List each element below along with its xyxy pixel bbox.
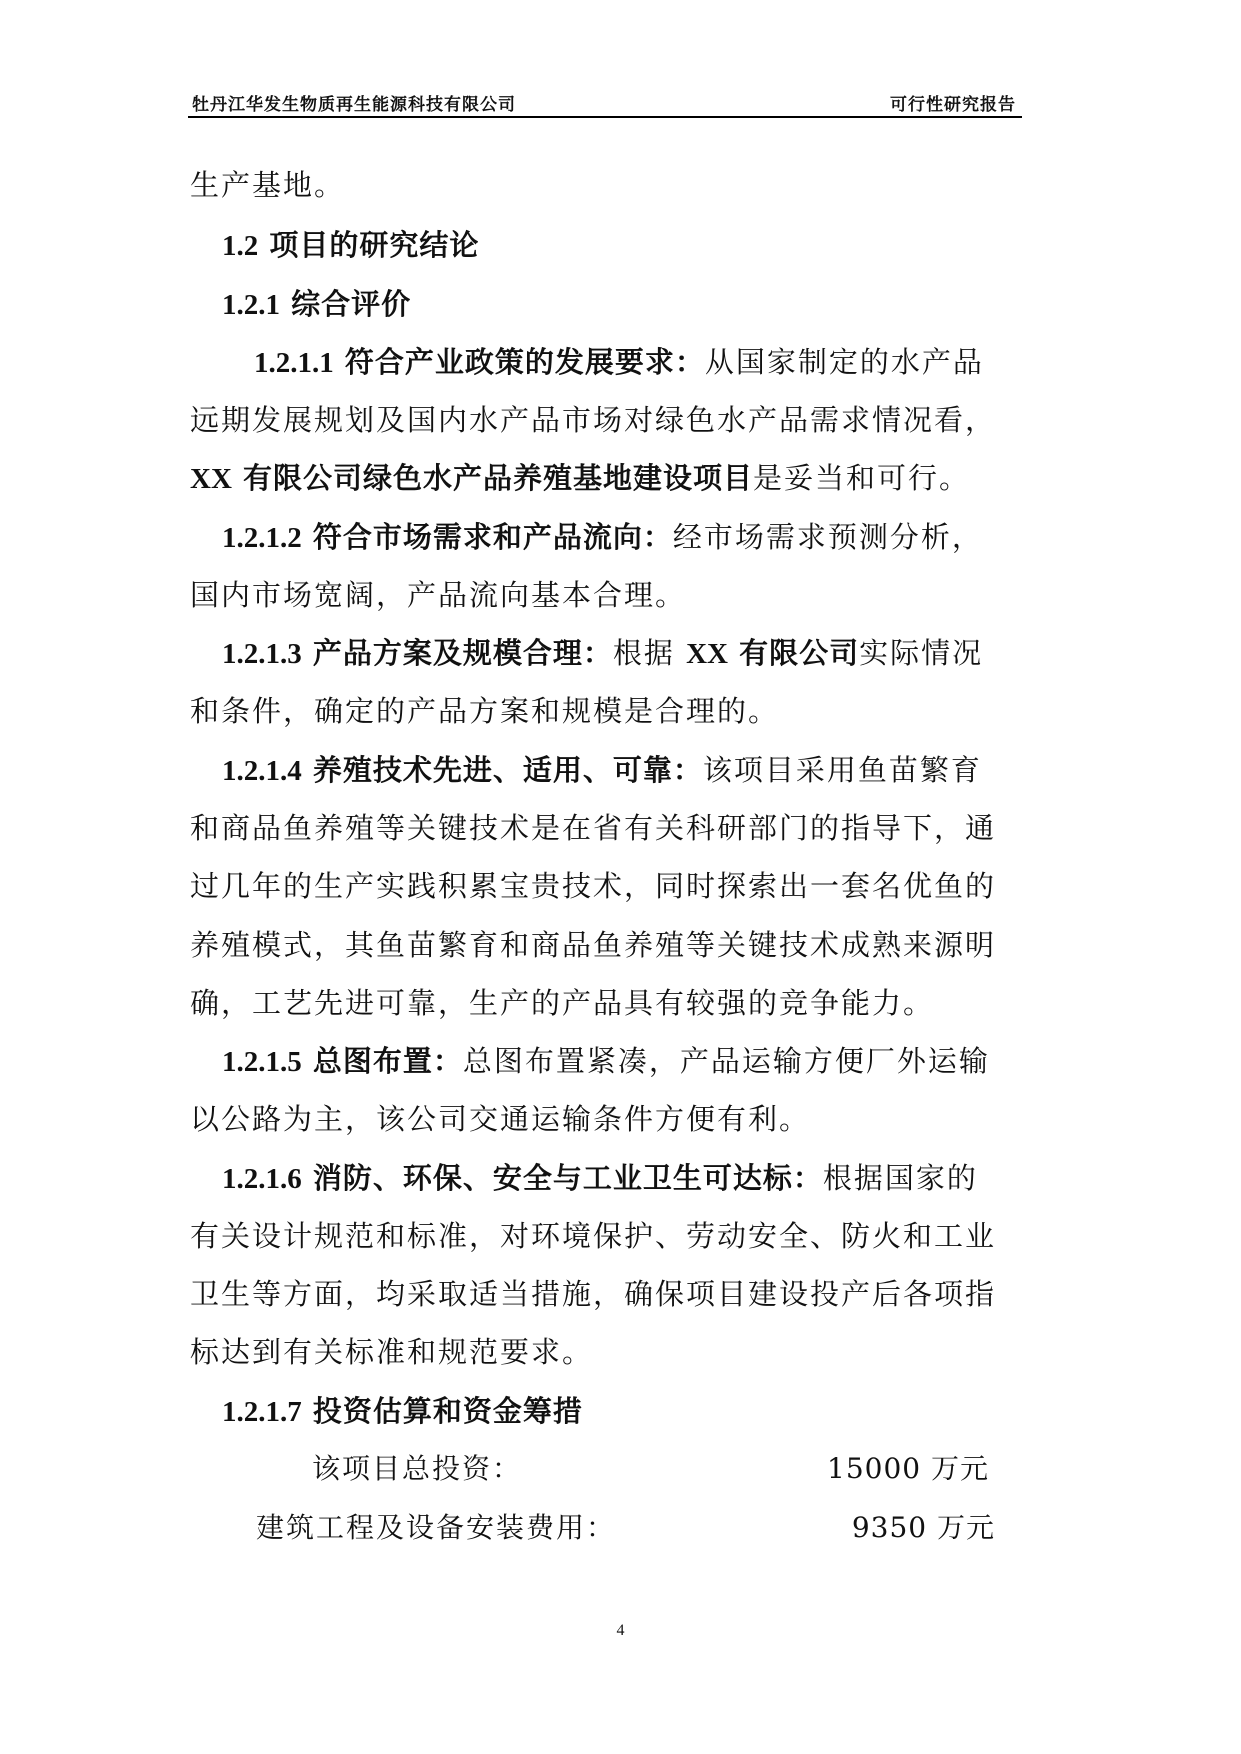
item-2-line-2: 国内市场宽阔，产品流向基本合理。 [190, 578, 687, 612]
item-title: 消防、环保、安全与工业卫生可达标： [301, 1161, 823, 1195]
project-name: 有限公司绿色水产品养殖基地建设项目 [231, 461, 753, 495]
item-number: 1.2.1.2 [222, 522, 302, 554]
item-4-line-1 [222, 750, 1082, 791]
company-name: 有限公司 [727, 636, 860, 670]
investment-value: 15000 万元 [827, 1452, 989, 1485]
bold-prefix: XX [190, 463, 232, 495]
item-number: 1.2.1.4 [222, 755, 302, 787]
item-4-line-4: 养殖模式，其鱼苗繁育和商品鱼养殖等关键技术成熟来源明 [190, 928, 997, 962]
item-6-line-4: 标达到有关标准和规范要求。 [190, 1335, 594, 1369]
item-title: 产品方案及规模合理： [301, 636, 613, 670]
item-3-line-1 [222, 633, 1082, 674]
paragraph-line: 生产基地。 [190, 168, 346, 202]
investment-value: 9350 万元 [851, 1511, 995, 1544]
item-1-line-2: 远期发展规划及国内水产品市场对绿色水产品需求情况看， [190, 403, 997, 437]
item-title: 总图布置： [301, 1044, 463, 1078]
item-6-line-1 [222, 1158, 1082, 1199]
item-4-line-5: 确，工艺先进可靠，生产的产品具有较强的竞争能力。 [190, 986, 935, 1020]
item-number: 1.2.1.5 [222, 1046, 302, 1078]
item-number: 1.2.1.6 [222, 1163, 302, 1195]
section-title: 综合评价 [280, 287, 412, 321]
bold-prefix: XX [686, 638, 728, 670]
item-text: 从国家制定的水产品 [704, 345, 984, 379]
item-title: 养殖技术先进、适用、可靠： [301, 753, 703, 787]
item-text: 是妥当和可行。 [753, 461, 971, 495]
item-7-heading [222, 1391, 1082, 1432]
item-number: 1.2.1.1 [254, 347, 334, 379]
item-number: 1.2.1.7 [222, 1396, 302, 1428]
item-text: 经市场需求预测分析， [672, 520, 983, 554]
item-text: 实际情况 [859, 636, 984, 670]
header-report-type: 可行性研究报告 [890, 95, 1016, 115]
section-number: 1.2 [222, 230, 259, 262]
item-number: 1.2.1.3 [222, 638, 302, 670]
item-2-line-1 [222, 517, 1082, 558]
page-number: 4 [616, 1622, 625, 1639]
item-3-line-2: 和条件，确定的产品方案和规模是合理的。 [190, 694, 780, 728]
item-text: 总图布置紧凑，产品运输方便厂外运输 [462, 1044, 990, 1078]
item-title: 投资估算和资金筹措 [301, 1394, 583, 1428]
item-5-line-2: 以公路为主，该公司交通运输条件方便有利。 [190, 1102, 811, 1136]
item-text: 根据国家的 [822, 1161, 978, 1195]
section-number: 1.2.1 [222, 289, 280, 321]
page-header [188, 88, 1022, 118]
section-heading-1-2-1 [222, 284, 1082, 325]
item-text: 根据 [612, 636, 687, 670]
item-title: 符合市场需求和产品流向： [301, 520, 673, 554]
investment-label: 该项目总投资： [312, 1452, 523, 1485]
item-6-line-3: 卫生等方面，均采取适当措施，确保项目建设投产后各项指 [190, 1277, 997, 1311]
item-1-line-3 [190, 458, 1050, 499]
item-4-line-3: 过几年的生产实践积累宝贵技术，同时探索出一套名优鱼的 [190, 869, 997, 903]
section-heading-1-2 [222, 225, 1082, 266]
item-title: 符合产业政策的发展要求： [333, 345, 705, 379]
item-1-line-1 [254, 342, 1114, 383]
item-4-line-2: 和商品鱼养殖等关键技术是在省有关科研部门的指导下，通 [190, 811, 997, 845]
item-6-line-2: 有关设计规范和标准，对环境保护、劳动安全、防火和工业 [190, 1219, 997, 1253]
item-text: 该项目采用鱼苗繁育 [702, 753, 982, 787]
section-title: 项目的研究结论 [258, 228, 480, 262]
item-5-line-1 [222, 1041, 1082, 1082]
investment-label: 建筑工程及设备安装费用： [256, 1511, 617, 1544]
header-company: 牡丹江华发生物质再生能源科技有限公司 [192, 95, 516, 115]
